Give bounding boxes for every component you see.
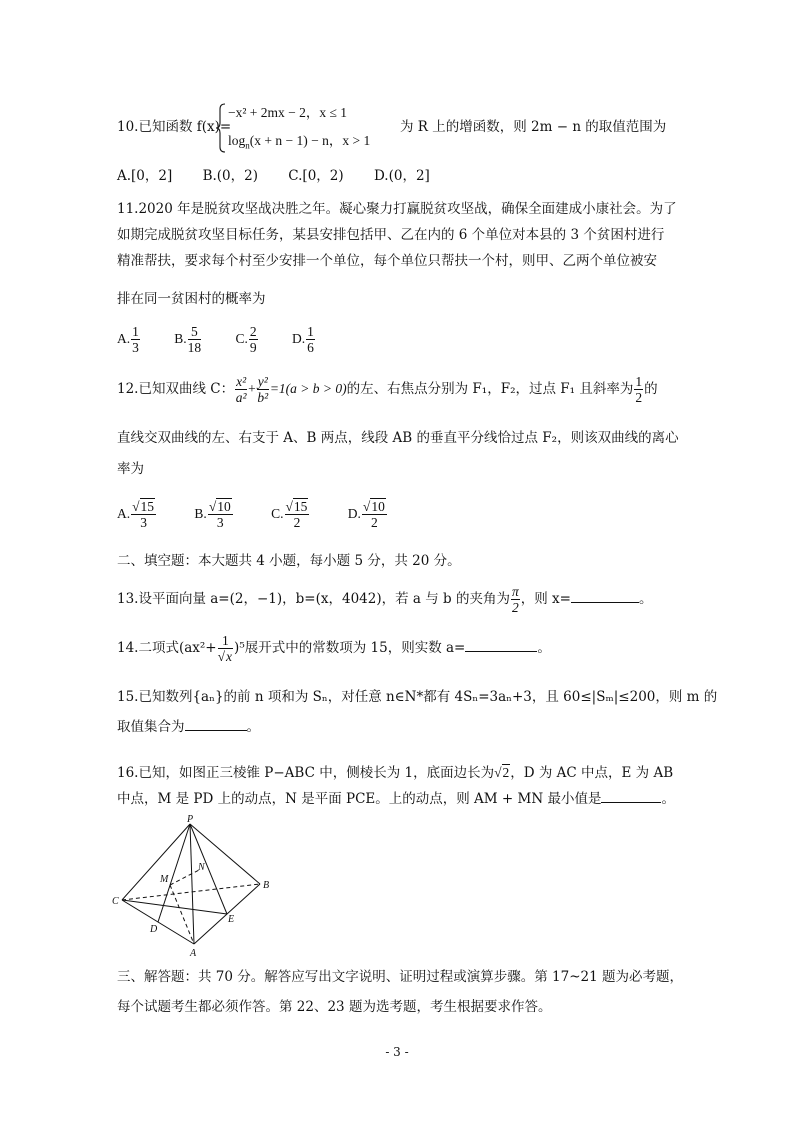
q12-line-1: 12.已知双曲线 C： $\frac{\text{x²}}{\text{a²}}$ + $\frac{\text{y²}}{\text{b²}}$ =1(a > b > 0)的左、右焦点分别为 F₁，F₂，过点 F₁ 且斜率为 $\frac{1}{2}$ 的: [117, 374, 658, 405]
q12-choice-b: B. $\frac{√10}{3}$: [194, 499, 231, 531]
q10-choices: [117, 167, 456, 185]
q16-line-1: 16.已知，如图正三棱锥 P−ABC 中，侧棱长为 1，底面边长为√2，D 为 AC 中点，E 为 AB: [117, 765, 674, 781]
q11-choice-d: D. $\frac{1}{6}$: [292, 324, 314, 356]
label-n: N: [198, 862, 205, 873]
label-d: D: [150, 924, 158, 935]
section-2-heading: 二、填空题：本大题共 4 小题，每小题 5 分，共 20 分。: [117, 553, 461, 569]
q11-choice-b: B. $\frac{5}{18}$: [174, 324, 202, 356]
q10-suffix: 为 R 上的增函数，则 2m − n 的取值范围为: [400, 119, 667, 135]
label-a: A: [190, 948, 197, 959]
q13-answer-blank: [571, 602, 639, 603]
q13-line: 13.设平面向量 a=(2，−1)，b=(x，4042)，若 a 与 b 的夹角为 $\frac{\pi}{2}$ ，则 x= 。: [117, 584, 653, 615]
label-p: P: [187, 814, 194, 825]
q12-line-2: 直线交双曲线的左、右支于 A、B 两点，线段 AB 的垂直平分线恰过点 F₂，则该双曲线的离心: [117, 430, 679, 446]
q11-line-1: 11.2020 年是脱贫攻坚战决胜之年。凝心聚力打赢脱贫攻坚战，确保全面建成小康社会。为了: [117, 201, 677, 217]
q10-choice-d: D.(0，2]: [373, 168, 430, 184]
label-m: M: [160, 874, 169, 885]
q12-choice-a: A. $\frac{√15}{3}$: [117, 499, 155, 531]
q11-line-2: 如期完成脱贫攻坚目标任务，某县安排包括甲、乙在内的 6 个单位对本县的 3 个贫困村进行: [117, 227, 665, 243]
section-3-line-1: 三、解答题：共 70 分。解答应写出文字说明、证明过程或演算步骤。第 17~21 题为必考题，: [117, 969, 684, 985]
piecewise-brace: [216, 103, 226, 153]
label-e: E: [228, 914, 235, 925]
q10-choice-b: B.(0，2): [202, 168, 258, 184]
q11-choice-a: A. $\frac{1}{3}$: [117, 324, 139, 356]
q12-choice-c: C. $\frac{√15}{2}$: [271, 499, 308, 531]
q12-choice-d: D. $\frac{√10}{2}$: [347, 499, 385, 531]
q10-piece-2: $\log_n(x + n - 1) - n$，x > 1: [228, 133, 371, 151]
q14-answer-blank: [465, 651, 537, 652]
q11-line-4: 排在同一贫困村的概率为: [117, 291, 266, 307]
section-3-line-2: 每个试题考生都必须作答。第 22、23 题为选考题，考生根据要求作答。: [117, 999, 552, 1015]
q14-line: 14.二项式(ax²+ $\frac{1}{√x}$ )⁵展开式中的常数项为 15，则实数 a= 。: [117, 633, 551, 664]
q15-line-1: 15.已知数列{aₙ}的前 n 项和为 Sₙ，对任意 n∈N*都有 4Sₙ=3aₙ+3，且 60≤|Sₘ|≤200，则 m 的: [117, 689, 718, 705]
label-b: B: [263, 880, 270, 891]
q16-line-2: 中点，M 是 PD 上的动点，N 是平面 PCE。上的动点，则 AM + MN 最小值是 。: [117, 791, 675, 807]
page-number: - 3 -: [385, 1045, 409, 1059]
q10-prefix: 10.已知函数 f(x)=: [117, 119, 232, 135]
q12-choices: [117, 494, 388, 534]
q10-choice-c: C.[0，2): [288, 168, 344, 184]
label-c: C: [112, 896, 119, 907]
q16-answer-blank: [601, 802, 661, 803]
q11-choice-c: C. $\frac{2}{9}$: [235, 324, 257, 356]
q15-line-2: 取值集合为 。: [117, 719, 260, 735]
q10-piece-1: −x² + 2mx − 2，x ≤ 1: [228, 105, 348, 120]
q15-answer-blank: [185, 730, 247, 731]
q12-line-3: 率为: [117, 461, 144, 477]
q10-choice-a: A.[0，2]: [117, 168, 173, 184]
q11-choices: [117, 322, 316, 356]
pyramid-figure: [110, 812, 280, 960]
q11-line-3: 精准帮扶，要求每个村至少安排一个单位，每个单位只帮扶一个村，则甲、乙两个单位被安: [117, 253, 657, 269]
